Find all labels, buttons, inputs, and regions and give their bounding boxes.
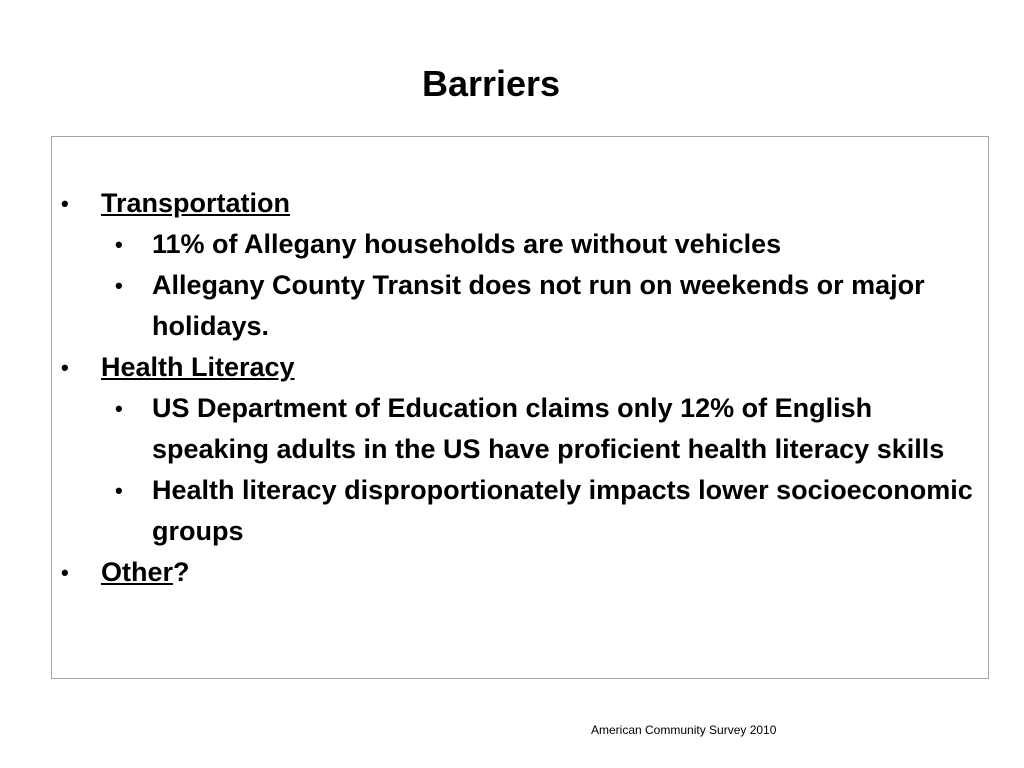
sub-bullet-list xyxy=(101,224,976,347)
bullet-icon: • xyxy=(115,478,123,503)
list-item-transportation xyxy=(61,183,976,347)
bullet-list xyxy=(61,183,976,593)
list-item-heading: Health Literacy xyxy=(101,352,295,382)
content-box xyxy=(51,136,989,679)
list-item-health-literacy xyxy=(61,347,976,552)
bullet-icon: • xyxy=(61,355,69,380)
bullet-icon: • xyxy=(61,191,69,216)
bullet-icon: • xyxy=(115,232,123,257)
bullet-icon: • xyxy=(61,560,69,585)
sub-list-item xyxy=(101,224,976,265)
sub-list-item-text: Health literacy disproportionately impacts lower socioeconomic groups xyxy=(152,475,973,546)
source-citation: American Community Survey 2010 xyxy=(591,723,777,737)
sub-list-item xyxy=(101,388,976,470)
sub-list-item xyxy=(101,265,976,347)
list-item-suffix: ? xyxy=(173,557,190,587)
sub-list-item-text: US Department of Education claims only 12% of English speaking adults in the US have proficient health literacy skills xyxy=(152,393,945,464)
list-item-heading: Other xyxy=(101,557,174,587)
list-item-heading: Transportation xyxy=(101,188,291,218)
sub-bullet-list xyxy=(101,388,976,552)
sub-list-item-text: 11% of Allegany households are without vehicles xyxy=(152,229,782,259)
sub-list-item xyxy=(101,470,976,552)
bullet-icon: • xyxy=(115,396,123,421)
sub-list-item-text: Allegany County Transit does not run on weekends or major holidays. xyxy=(152,270,925,341)
bullet-icon: • xyxy=(115,273,123,298)
slide-title: Barriers xyxy=(421,63,561,104)
list-item-other xyxy=(61,552,976,593)
